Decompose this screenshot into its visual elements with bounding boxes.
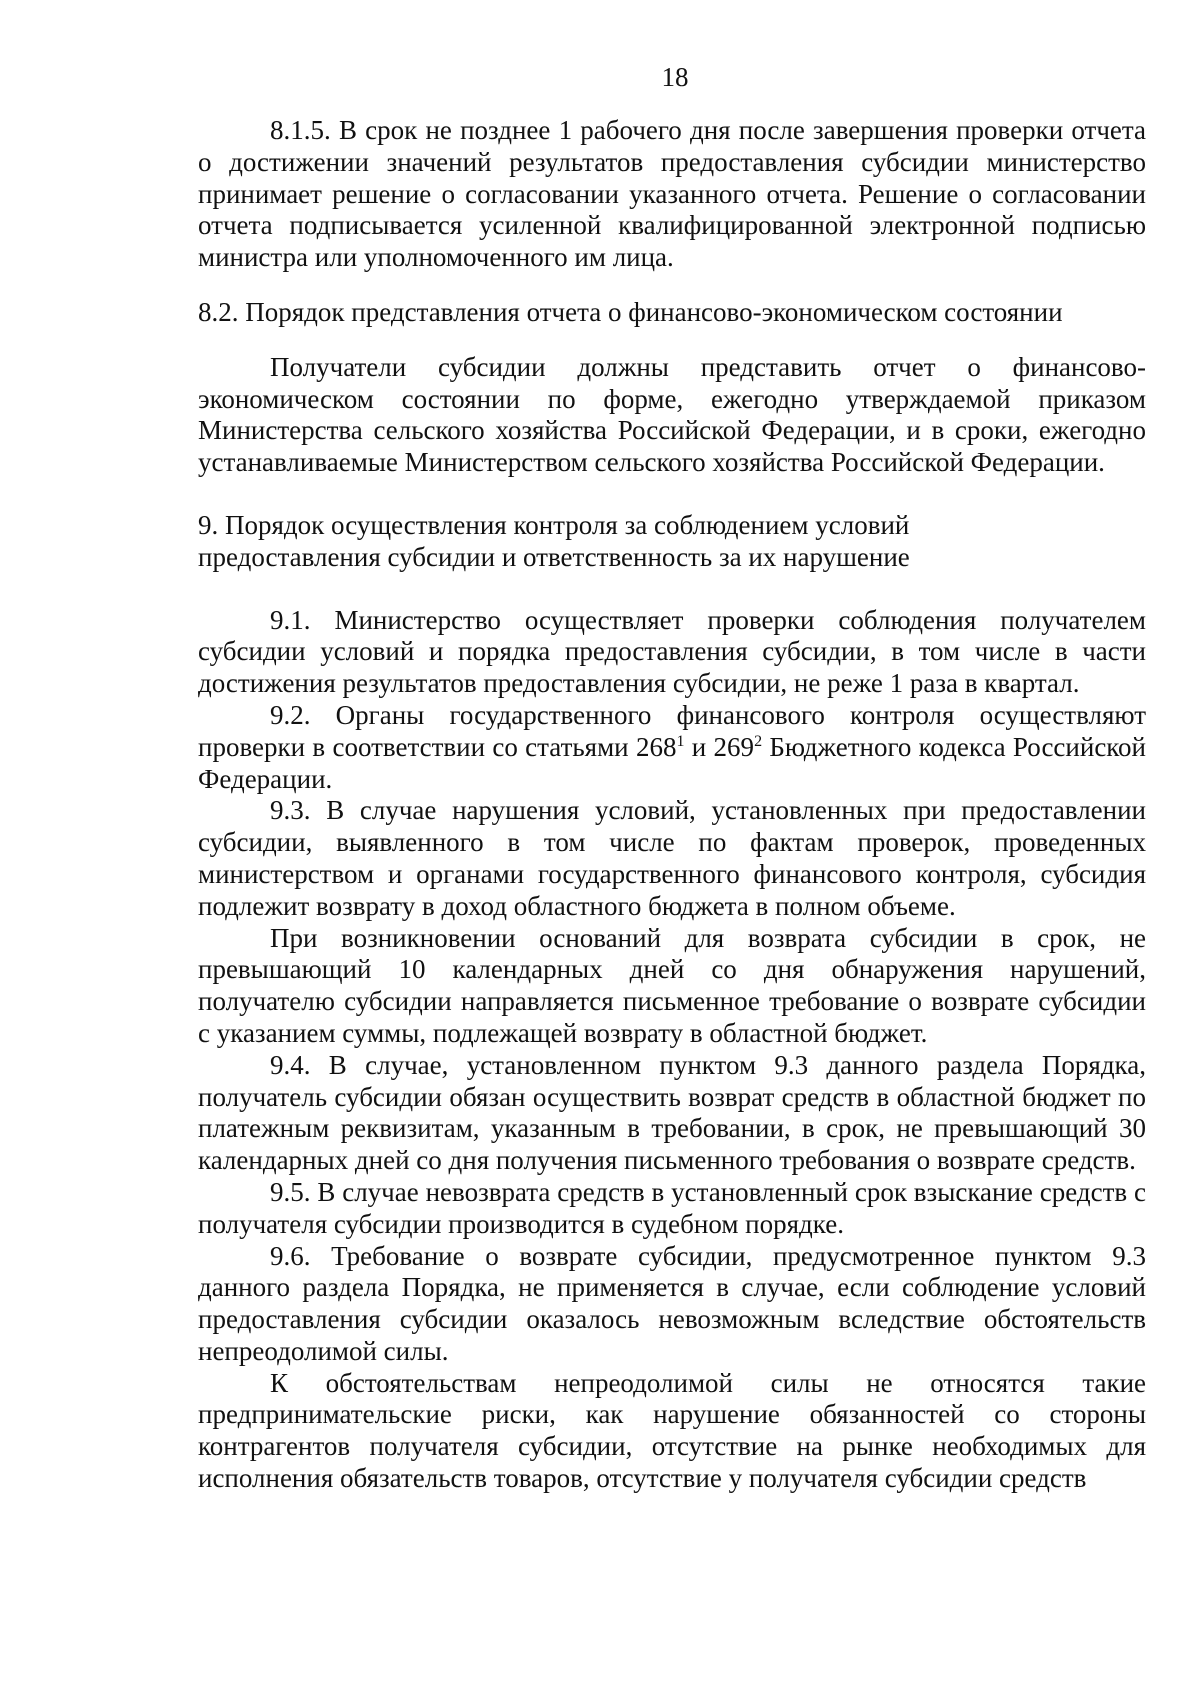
paragraph-9-6-force-majeure: К обстоятельствам непреодолимой силы не относятся такие предпринимательские риски, как нарушение обязанностей со стороны контрагентов получателя субсидии, отсутствие на рынке необходимых для исполнения обязательств товаров, отсутствие у получателя субсидии средств (198, 1367, 1146, 1494)
spacer (198, 329, 1146, 352)
paragraph-9-2 (198, 700, 1146, 795)
heading-9-line-2: предоставления субсидии и ответственность за их нарушение (198, 541, 910, 572)
paragraph-9-6: 9.6. Требование о возврате субсидии, предусмотренное пунктом 9.3 данного раздела Порядка, не применяется в случае, если соблюдение условий предоставления субсидии оказалось невозможным вследствие обстоятельств непреодолимой силы. (198, 1240, 1146, 1366)
paragraph-8-2-body: Получатели субсидии должны представить отчет о финансово-экономическом состоянии по форме, ежегодно утверждаемой приказом Министерства сельского хозяйства Российской Федерации, и в сроки, ежегодно устанавливаемые Министерством сельского хозяйства Российской Федерации. (198, 351, 1146, 478)
spacer (198, 574, 1146, 605)
spacer (198, 274, 1146, 297)
paragraph-9-1: 9.1. Министерство осуществляет проверки соблюдения получателем субсидии условий и порядка предоставления субсидии, в том числе в части достижения результатов предоставления субсидии, не реже 1 раза в квартал. (198, 604, 1146, 699)
spacer (198, 479, 1146, 510)
superscript-1: 1 (676, 732, 685, 750)
heading-9-line-1: 9. Порядок осуществления контроля за соблюдением условий (198, 509, 910, 540)
paragraph-9-2-text-c: Бюджетного кодекса Российской Федерации. (198, 731, 1146, 794)
paragraph-9-3: 9.3. В случае нарушения условий, установленных при предоставлении субсидии, выявленного в том числе по фактам проверок, проведенных министерством и органами государственного финансового контроля, субсидия подлежит возврату в доход областного бюджета в полном объеме. (198, 795, 1146, 921)
paragraph-9-3-return: При возникновении оснований для возврата субсидии в срок, не превышающий 10 календарных дней со дня обнаружения нарушений, получателю субсидии направляется письменное требование о возврате субсидии с указанием суммы, подлежащей возврату в областной бюджет. (198, 922, 1146, 1048)
heading-9 (198, 510, 1146, 574)
heading-8-2: 8.2. Порядок представления отчета о финансово-экономическом состоянии (198, 296, 1063, 327)
page-number: 18 (661, 62, 689, 92)
document-body (198, 115, 1146, 1495)
paragraph-9-5: 9.5. В случае невозврата средств в установленный срок взыскание средств с получателя субсидии производится в судебном порядке. (198, 1176, 1146, 1239)
paragraph-9-2-text-a: 9.2. Органы государственного финансового контроля осуществляют проверки в соответствии со статьями 268 (198, 699, 1146, 762)
paragraph-9-4: 9.4. В случае, установленном пунктом 9.3 данного раздела Порядка, получатель субсидии обязан осуществить возврат средств в областной бюджет по платежным реквизитам, указанным в требовании, в срок, не превышающий 30 календарных дней со дня получения письменного требования о возврате средств. (198, 1049, 1146, 1176)
superscript-2: 2 (754, 732, 763, 750)
paragraph-8-1-5: 8.1.5. В срок не позднее 1 рабочего дня после завершения проверки отчета о достижении значений результатов предоставления субсидии министерство принимает решение о согласовании указанного отчета. Решение о согласовании отчета подписывается усиленной квалифицированной электронной подписью министра или уполномоченного им лица. (198, 115, 1146, 273)
paragraph-9-2-text-b: и 269 (684, 731, 755, 762)
